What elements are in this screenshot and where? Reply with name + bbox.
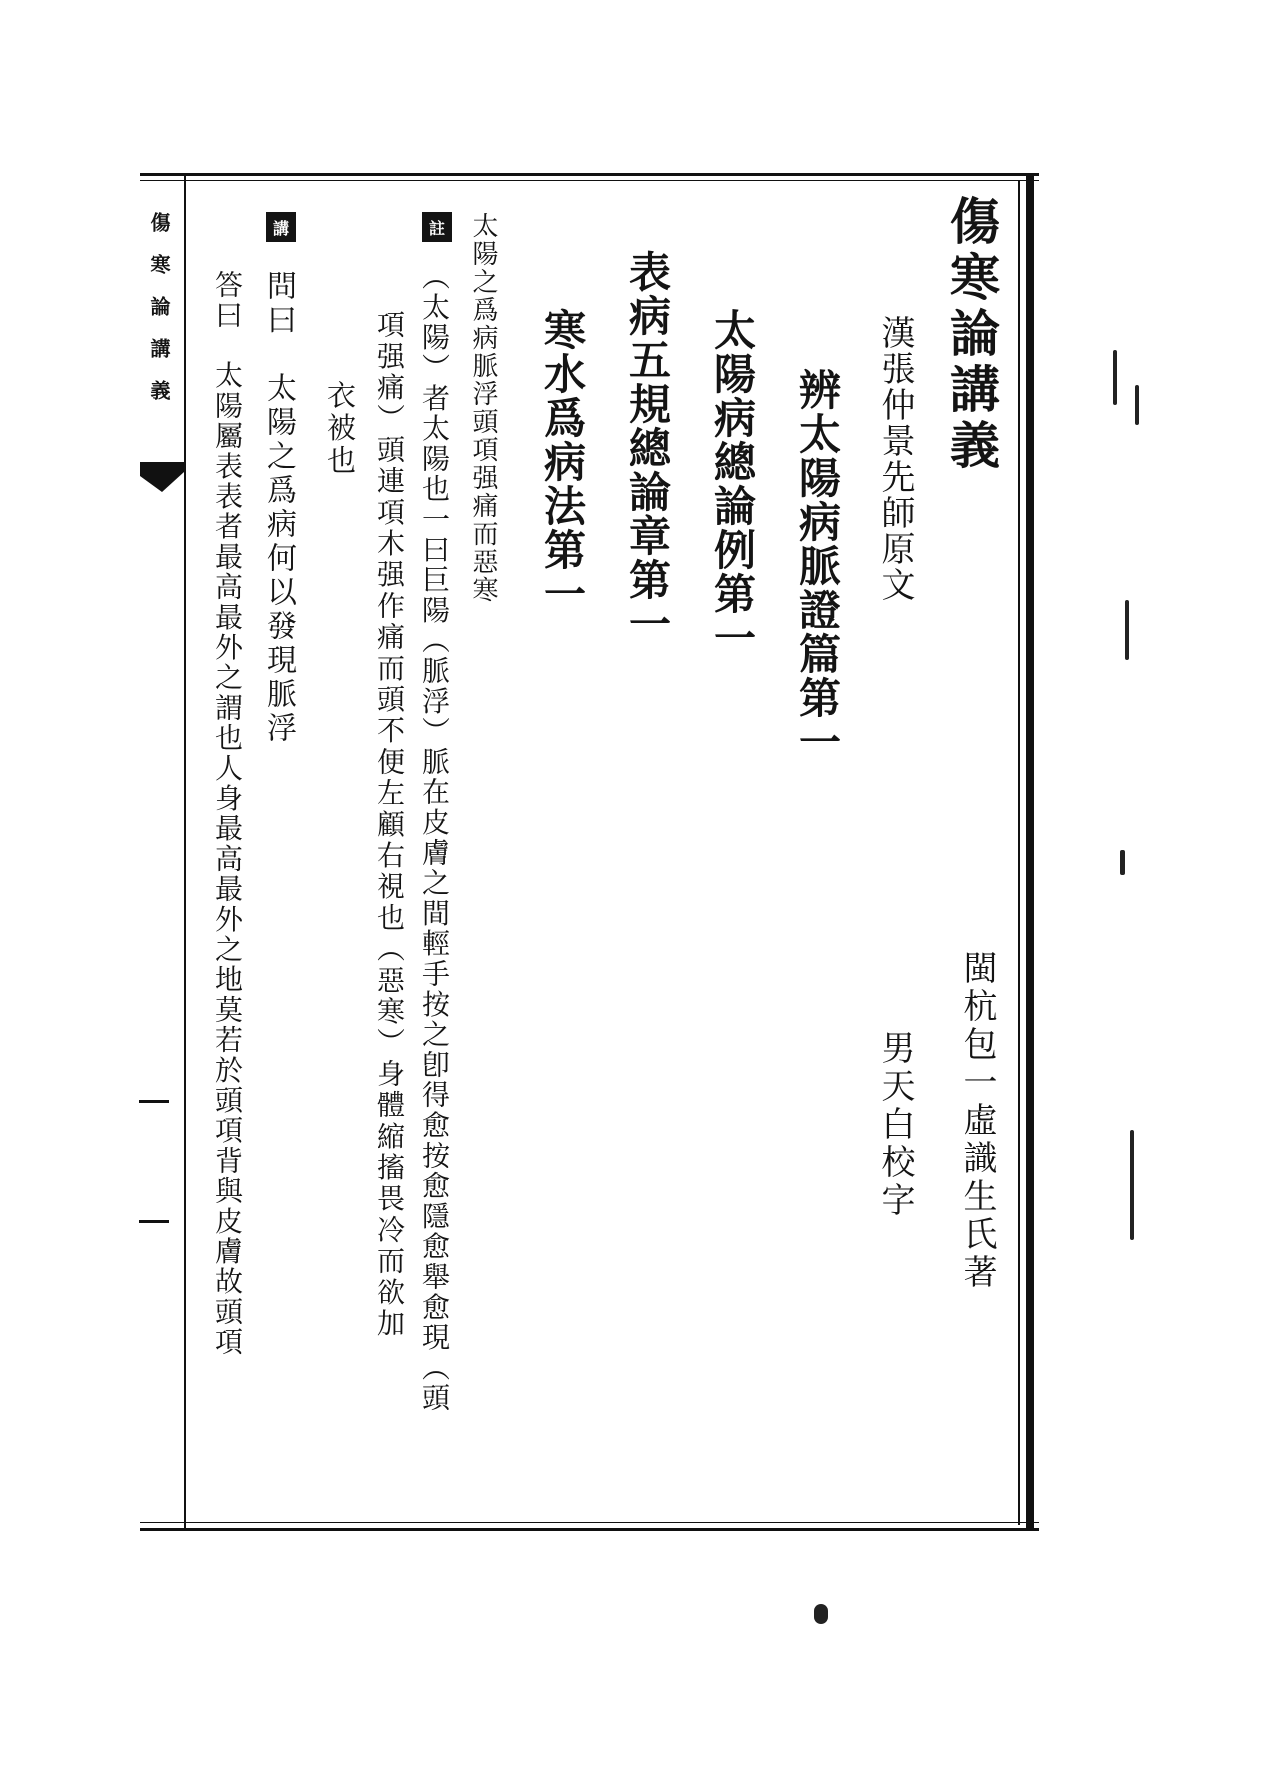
page-number-stroke-2 bbox=[139, 1220, 169, 1223]
frame-top-rule-inner bbox=[140, 180, 1039, 181]
gutter-divider bbox=[184, 176, 186, 1529]
scan-artifact bbox=[1125, 600, 1129, 660]
lecture-badge: 講 bbox=[266, 212, 296, 242]
heading-4: 寒水爲病法第一 bbox=[538, 308, 587, 616]
commentary-badge: 註 bbox=[422, 212, 452, 242]
source-line: 漢張仲景先師原文 bbox=[875, 315, 915, 603]
scan-artifact bbox=[1130, 1130, 1134, 1240]
scan-artifact bbox=[1135, 385, 1139, 425]
heading-1: 辨太陽病脈證篇第一 bbox=[793, 368, 842, 764]
commentary-line-3: 衣被也 bbox=[323, 380, 357, 478]
book-title: 傷寒論講義 bbox=[942, 195, 1001, 475]
author-line: 閩杭包一虛識生氏著 bbox=[957, 950, 997, 1292]
answer-line: 答曰 太陽屬表表者最高最外之謂也人身最高最外之地莫若於頭項背與皮膚故頭項 bbox=[211, 270, 244, 1358]
proofreader-line: 男天白校字 bbox=[875, 1030, 915, 1220]
scan-artifact bbox=[1120, 850, 1125, 875]
frame-right-rule-inner bbox=[1018, 180, 1020, 1525]
running-title: 傷寒論講義 bbox=[147, 212, 171, 422]
frame-bottom-rule-inner bbox=[140, 1522, 1039, 1523]
commentary-line-1: （太陽）者太陽也一曰巨陽（脈浮）脈在皮膚之間輕手按之卽得愈按愈隱愈舉愈現（頭 bbox=[418, 262, 451, 1414]
scan-artifact bbox=[1113, 350, 1117, 405]
question-line: 問曰 太陽之爲病何以發現脈浮 bbox=[261, 270, 296, 746]
scan-artifact bbox=[814, 1604, 828, 1624]
frame-bottom-rule bbox=[140, 1528, 1039, 1531]
frame-top-rule bbox=[140, 173, 1039, 176]
original-text: 太陽之爲病脈浮頭項强痛而惡寒 bbox=[468, 212, 498, 604]
page-number-stroke-1 bbox=[139, 1100, 169, 1103]
fishtail-mark bbox=[140, 462, 184, 512]
heading-3: 表病五規總論章第一 bbox=[623, 250, 672, 646]
frame-right-rule bbox=[1026, 175, 1034, 1530]
commentary-line-2: 項强痛）頭連項木强作痛而頭不便左顧右視也（惡寒）身體縮搐畏冷而欲加 bbox=[373, 310, 406, 1340]
heading-2: 太陽病總論例第一 bbox=[708, 308, 757, 660]
